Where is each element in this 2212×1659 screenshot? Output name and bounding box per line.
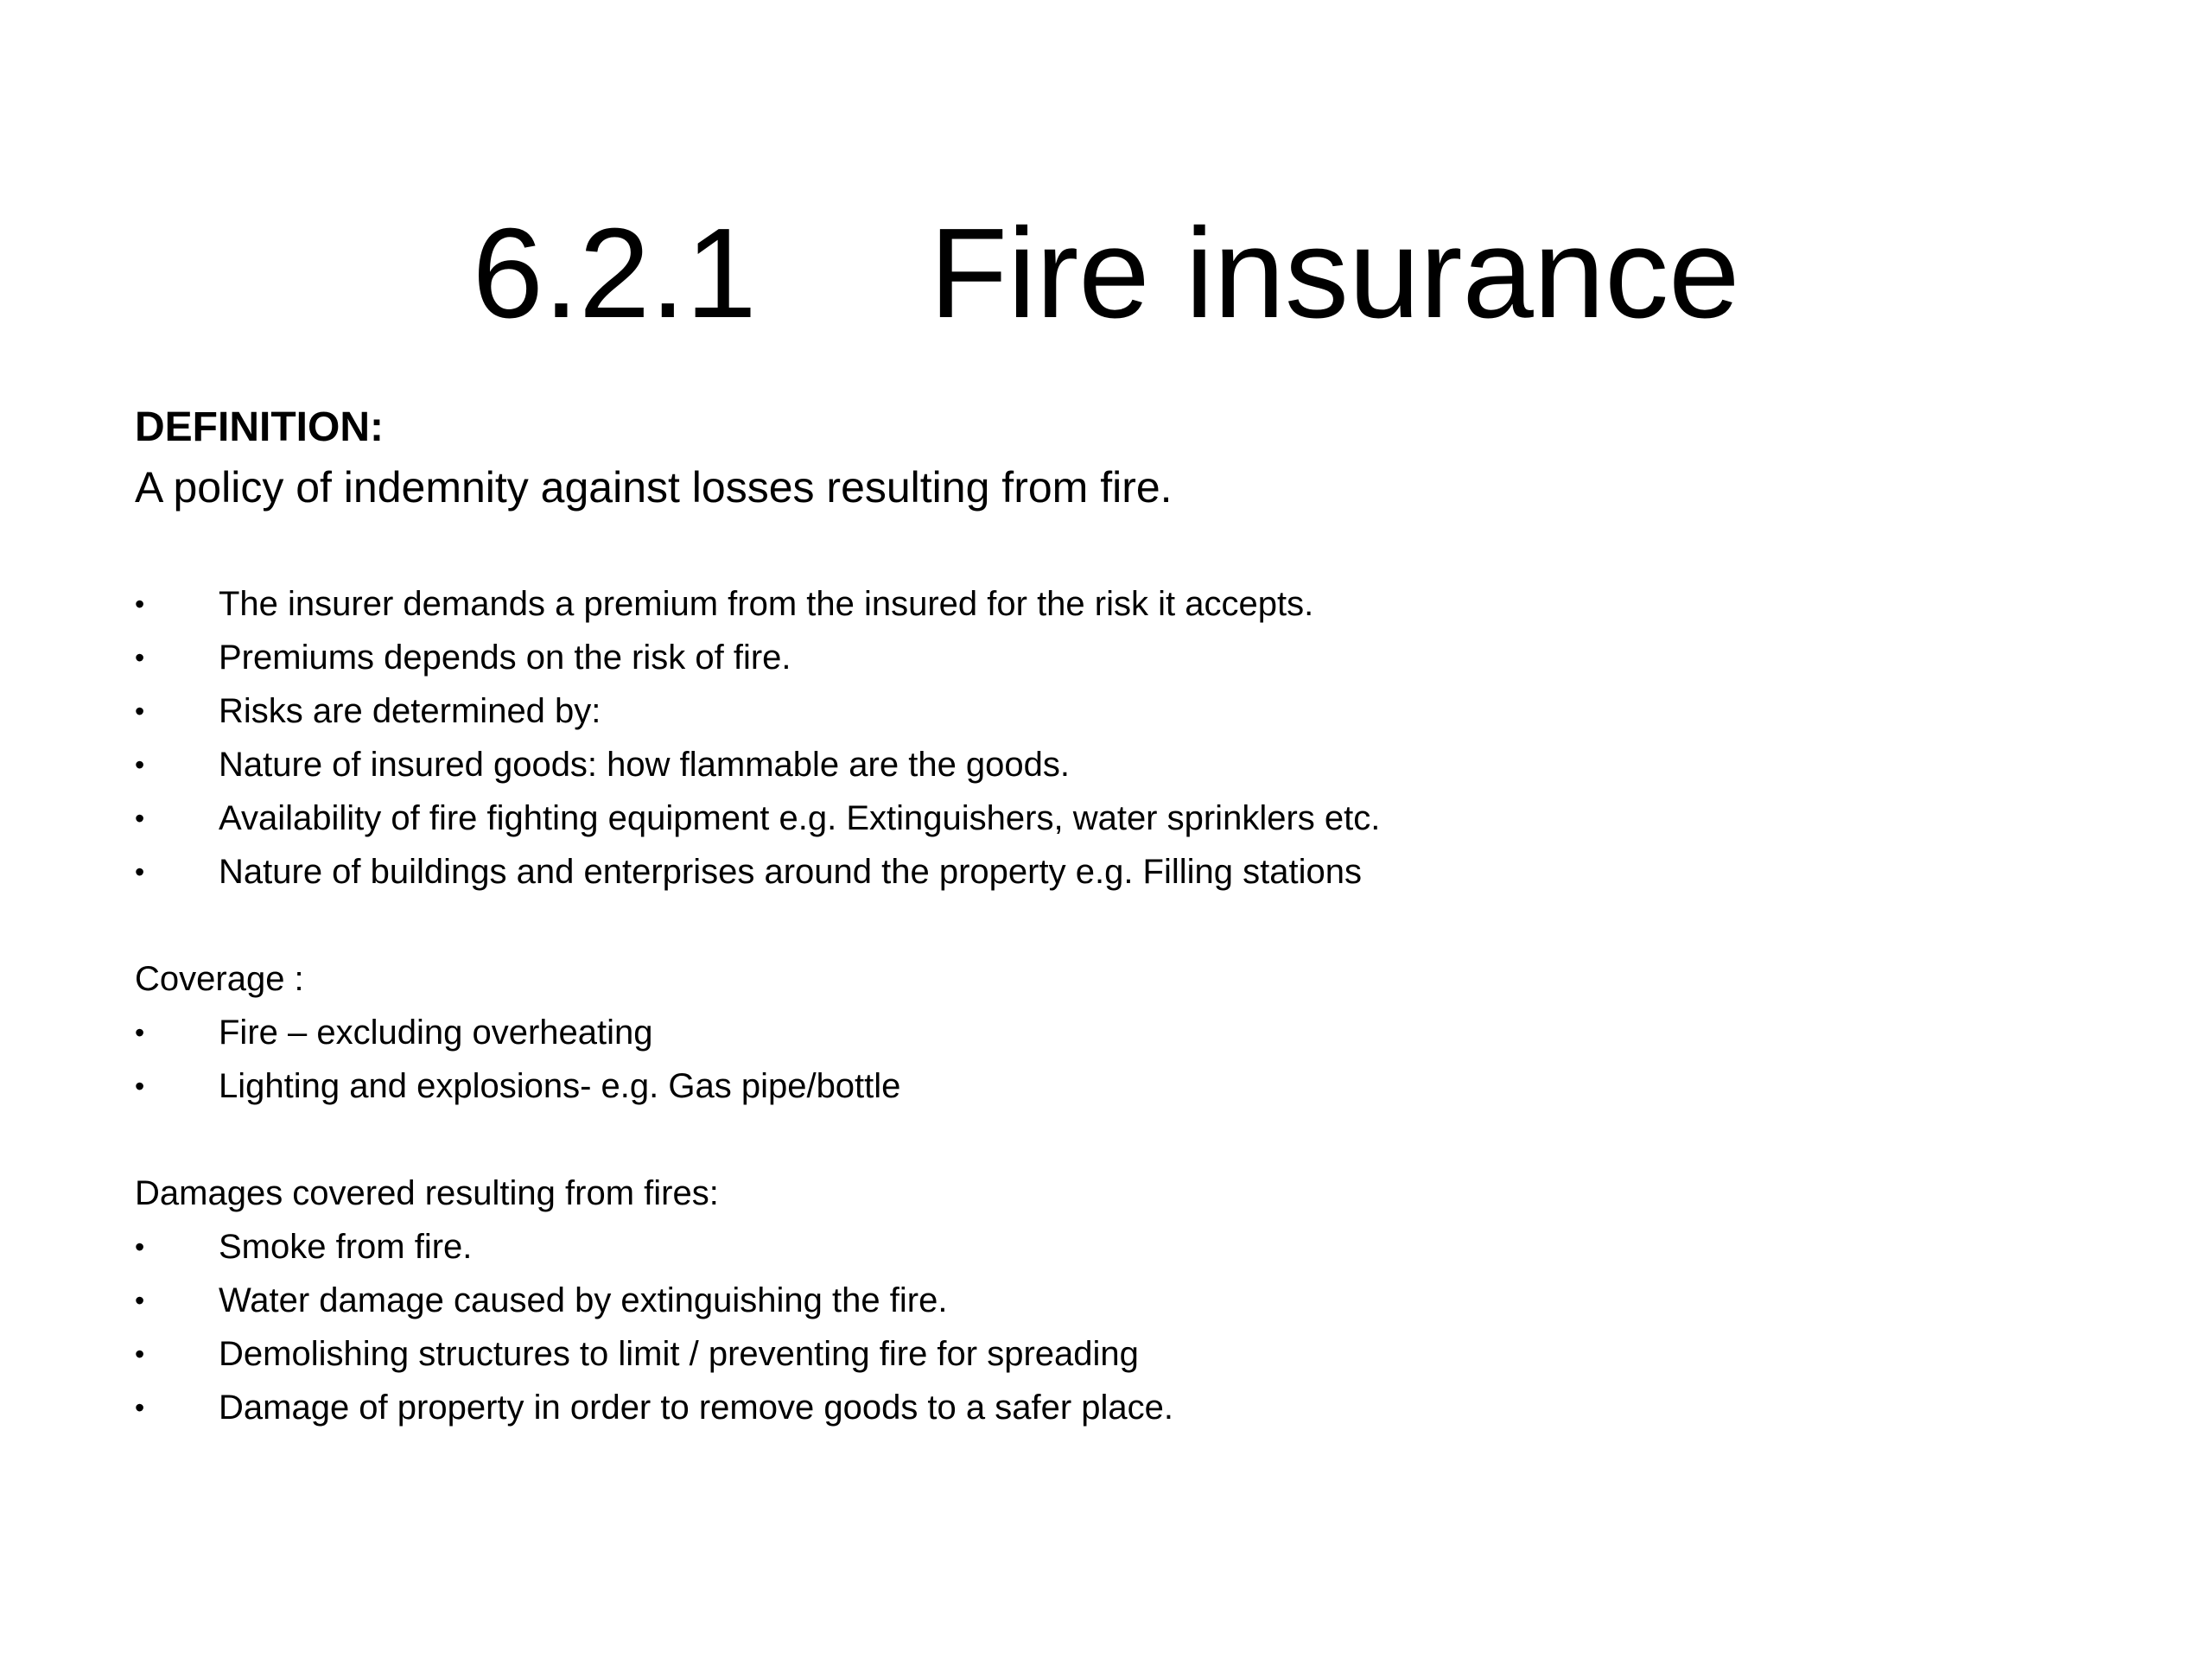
list-item	[135, 631, 2122, 684]
list-item	[135, 1059, 2122, 1113]
bullet-icon: •	[135, 1017, 145, 1048]
bullet-icon: •	[135, 1071, 145, 1102]
bullet-icon: •	[135, 749, 145, 780]
list-item	[135, 1381, 2122, 1434]
bullet-icon: •	[135, 803, 145, 834]
list-item-text: Demolishing structures to limit / preventing fire for spreading	[219, 1335, 1139, 1373]
risk-group	[135, 577, 2122, 899]
list-item-text: Damage of property in order to remove goods to a safer place.	[219, 1389, 1174, 1427]
list-item	[135, 1006, 2122, 1059]
list-item-text: Lighting and explosions- e.g. Gas pipe/bottle	[219, 1067, 901, 1105]
title-number: 6.2.1	[472, 202, 757, 346]
list-item-text: Nature of insured goods: how flammable are the goods.	[219, 746, 1071, 784]
list-item-text: Nature of buildings and enterprises around the property e.g. Filling stations	[219, 853, 1362, 891]
list-item	[135, 738, 2122, 791]
bullet-icon: •	[135, 1392, 145, 1423]
bullet-icon: •	[135, 642, 145, 673]
risk-list	[135, 577, 2122, 899]
list-item-text: The insurer demands a premium from the insured for the risk it accepts.	[219, 585, 1314, 623]
bullet-icon: •	[135, 1285, 145, 1316]
bullet-icon: •	[135, 1231, 145, 1262]
bullet-icon: •	[135, 1338, 145, 1370]
coverage-list	[135, 1006, 2122, 1113]
definition-text: A policy of indemnity against losses resulting from fire.	[135, 463, 1173, 512]
damages-group	[135, 1166, 2122, 1434]
list-item	[135, 1274, 2122, 1327]
slide-body	[135, 399, 2122, 1488]
list-item	[135, 1327, 2122, 1381]
list-item-text: Fire – excluding overheating	[219, 1014, 653, 1052]
list-item	[135, 577, 2122, 631]
coverage-group	[135, 952, 2122, 1113]
bullet-icon: •	[135, 588, 145, 620]
damages-label: Damages covered resulting from fires:	[135, 1174, 719, 1212]
list-item-text: Availability of fire fighting equipment e.g. Extinguishers, water sprinklers etc.	[219, 799, 1381, 837]
slide-title	[0, 196, 2212, 352]
coverage-label: Coverage :	[135, 960, 304, 998]
list-item	[135, 791, 2122, 845]
damages-list	[135, 1220, 2122, 1434]
list-item-text: Risks are determined by:	[219, 692, 601, 730]
bullet-icon: •	[135, 856, 145, 887]
list-item-text: Premiums depends on the risk of fire.	[219, 639, 791, 677]
bullet-icon: •	[135, 696, 145, 727]
list-item-text: Smoke from fire.	[219, 1228, 473, 1266]
list-item	[135, 845, 2122, 899]
list-item	[135, 684, 2122, 738]
list-item-text: Water damage caused by extinguishing the fire.	[219, 1281, 948, 1319]
title-text: Fire insurance	[929, 202, 1740, 346]
list-item	[135, 1220, 2122, 1274]
definition-heading: DEFINITION:	[135, 404, 384, 450]
